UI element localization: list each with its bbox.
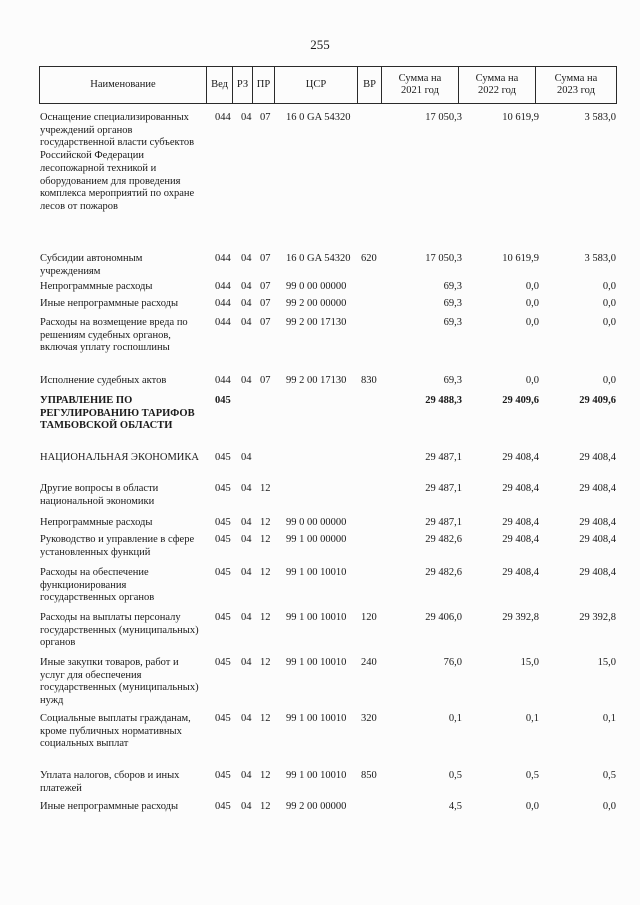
cell-s21: 17 050,3 (425, 112, 462, 123)
cell-s22: 0,0 (525, 801, 539, 812)
header-vr: ВР (358, 67, 382, 103)
cell-vr: 240 (361, 657, 377, 668)
cell-ved: 044 (215, 375, 231, 386)
cell-pr: 07 (260, 253, 271, 264)
cell-name: Другие вопросы в области национальной экономики (40, 483, 159, 507)
cell-name: Оснащение специализированных учреждений органов государственной власти субъектов Российской Федерации лесопожарной техникой и оборудованием для проведения комплекса мероприятий по охране лесов от пожаров (40, 112, 195, 212)
cell-s23: 15,0 (597, 657, 616, 668)
cell-s21: 69,3 (443, 375, 462, 386)
cell-s23: 0,5 (602, 770, 616, 781)
header-csr: ЦСР (275, 67, 358, 103)
header-rz: РЗ (233, 67, 253, 103)
cell-csr: 99 1 00 10010 (286, 770, 347, 781)
cell-s22: 0,5 (525, 770, 539, 781)
cell-s21: 29 482,6 (425, 534, 462, 545)
cell-s23: 29 408,4 (579, 567, 616, 578)
cell-ved: 045 (215, 801, 231, 812)
cell-rz: 04 (241, 452, 252, 463)
cell-name: Уплата налогов, сборов и иных платежей (40, 770, 180, 794)
cell-rz: 04 (241, 281, 252, 292)
table-header (39, 66, 617, 104)
cell-csr: 99 0 00 00000 (286, 517, 347, 528)
cell-s21: 29 488,3 (425, 395, 462, 406)
cell-s23: 0,0 (602, 801, 616, 812)
cell-ved: 045 (215, 534, 231, 545)
header-sum-2021: Сумма на 2021 год (382, 67, 459, 103)
cell-s22: 10 619,9 (502, 253, 539, 264)
cell-ved: 044 (215, 298, 231, 309)
cell-csr: 99 0 00 00000 (286, 281, 347, 292)
cell-rz: 04 (241, 253, 252, 264)
cell-name: Расходы на выплаты персоналу государственных (муниципальных) органов (40, 612, 199, 649)
cell-ved: 044 (215, 281, 231, 292)
cell-rz: 04 (241, 567, 252, 578)
cell-name: Расходы на обеспечение функционирования государственных органов (40, 567, 155, 604)
cell-vr: 850 (361, 770, 377, 781)
cell-pr: 12 (260, 534, 271, 545)
cell-pr: 07 (260, 281, 271, 292)
cell-rz: 04 (241, 713, 252, 724)
cell-name: Иные закупки товаров, работ и услуг для обеспечения государственных (муниципальных) нужд (40, 657, 199, 707)
cell-s22: 29 409,6 (502, 395, 539, 406)
cell-s21: 17 050,3 (425, 253, 462, 264)
cell-ved: 045 (215, 452, 231, 463)
cell-s21: 4,5 (448, 801, 462, 812)
cell-rz: 04 (241, 112, 252, 123)
cell-pr: 12 (260, 657, 271, 668)
cell-s22: 29 408,4 (502, 483, 539, 494)
cell-ved: 045 (215, 483, 231, 494)
cell-csr: 99 2 00 17130 (286, 375, 347, 386)
cell-name: Иные непрограммные расходы (40, 298, 179, 309)
cell-rz: 04 (241, 612, 252, 623)
cell-ved: 045 (215, 517, 231, 528)
cell-rz: 04 (241, 534, 252, 545)
cell-csr: 16 0 GA 54320 (286, 112, 351, 123)
cell-s22: 29 408,4 (502, 517, 539, 528)
cell-ved: 045 (215, 657, 231, 668)
cell-s23: 0,0 (602, 298, 616, 309)
cell-rz: 04 (241, 657, 252, 668)
cell-s22: 0,0 (525, 281, 539, 292)
cell-s22: 29 392,8 (502, 612, 539, 623)
cell-name: Исполнение судебных актов (40, 375, 167, 386)
cell-s22: 29 408,4 (502, 534, 539, 545)
cell-name: Руководство и управление в сфере установленных функций (40, 534, 195, 558)
header-sum-2022: Сумма на 2022 год (459, 67, 536, 103)
cell-s22: 15,0 (520, 657, 539, 668)
cell-s23: 29 392,8 (579, 612, 616, 623)
cell-s21: 29 482,6 (425, 567, 462, 578)
cell-ved: 045 (215, 395, 231, 406)
cell-s21: 29 487,1 (425, 452, 462, 463)
header-ved: Вед (207, 67, 233, 103)
cell-rz: 04 (241, 375, 252, 386)
cell-csr: 99 1 00 10010 (286, 657, 347, 668)
cell-pr: 12 (260, 770, 271, 781)
cell-pr: 12 (260, 801, 271, 812)
cell-pr: 12 (260, 612, 271, 623)
cell-s23: 0,0 (602, 281, 616, 292)
cell-s23: 0,1 (602, 713, 616, 724)
cell-s22: 0,0 (525, 317, 539, 328)
cell-pr: 07 (260, 375, 271, 386)
cell-s23: 29 408,4 (579, 483, 616, 494)
cell-name: Непрограммные расходы (40, 517, 153, 528)
cell-csr: 99 1 00 10010 (286, 567, 347, 578)
cell-s23: 29 408,4 (579, 534, 616, 545)
cell-csr: 99 1 00 10010 (286, 713, 347, 724)
cell-vr: 620 (361, 253, 377, 264)
header-pr: ПР (253, 67, 275, 103)
cell-name: Иные непрограммные расходы (40, 801, 179, 812)
cell-s23: 0,0 (602, 317, 616, 328)
page-number: 255 (310, 37, 330, 52)
cell-s23: 3 583,0 (584, 112, 616, 123)
cell-csr: 99 1 00 10010 (286, 612, 347, 623)
cell-s23: 29 408,4 (579, 452, 616, 463)
cell-csr: 99 2 00 17130 (286, 317, 347, 328)
cell-s21: 0,5 (448, 770, 462, 781)
cell-csr: 99 1 00 00000 (286, 534, 347, 545)
cell-name: Непрограммные расходы (40, 281, 153, 292)
cell-csr: 99 2 00 00000 (286, 801, 347, 812)
cell-csr: 16 0 GA 54320 (286, 253, 351, 264)
cell-pr: 12 (260, 517, 271, 528)
cell-s22: 0,0 (525, 375, 539, 386)
cell-rz: 04 (241, 517, 252, 528)
cell-s21: 29 487,1 (425, 517, 462, 528)
cell-s22: 0,0 (525, 298, 539, 309)
cell-name: Социальные выплаты гражданам, кроме публичных нормативных социальных выплат (40, 713, 191, 750)
cell-s22: 29 408,4 (502, 452, 539, 463)
cell-ved: 045 (215, 567, 231, 578)
cell-s22: 29 408,4 (502, 567, 539, 578)
header-sum-2023: Сумма на 2023 год (554, 73, 598, 96)
cell-s21: 0,1 (448, 713, 462, 724)
cell-s22: 10 619,9 (502, 112, 539, 123)
cell-ved: 045 (215, 612, 231, 623)
cell-s23: 3 583,0 (584, 253, 616, 264)
cell-name: УПРАВЛЕНИЕ ПО РЕГУЛИРОВАНИЮ ТАРИФОВ ТАМБОВСКОЙ ОБЛАСТИ (40, 395, 195, 432)
cell-ved: 044 (215, 253, 231, 264)
cell-s21: 76,0 (443, 657, 462, 668)
cell-pr: 07 (260, 317, 271, 328)
cell-vr: 320 (361, 713, 377, 724)
cell-s21: 69,3 (443, 317, 462, 328)
cell-s23: 29 409,6 (579, 395, 616, 406)
cell-pr: 12 (260, 567, 271, 578)
cell-rz: 04 (241, 483, 252, 494)
cell-rz: 04 (241, 801, 252, 812)
cell-pr: 12 (260, 713, 271, 724)
cell-pr: 12 (260, 483, 271, 494)
cell-pr: 07 (260, 112, 271, 123)
cell-rz: 04 (241, 770, 252, 781)
cell-s23: 0,0 (602, 375, 616, 386)
cell-vr: 830 (361, 375, 377, 386)
cell-s22: 0,1 (525, 713, 539, 724)
cell-rz: 04 (241, 298, 252, 309)
cell-csr: 99 2 00 00000 (286, 298, 347, 309)
cell-s21: 29 406,0 (425, 612, 462, 623)
cell-pr: 07 (260, 298, 271, 309)
cell-ved: 045 (215, 713, 231, 724)
cell-name: НАЦИОНАЛЬНАЯ ЭКОНОМИКА (40, 452, 199, 463)
cell-ved: 044 (215, 317, 231, 328)
cell-ved: 044 (215, 112, 231, 123)
cell-s21: 69,3 (443, 298, 462, 309)
cell-rz: 04 (241, 317, 252, 328)
header-name: Наименование (40, 67, 207, 103)
cell-ved: 045 (215, 770, 231, 781)
cell-s21: 29 487,1 (425, 483, 462, 494)
cell-s21: 69,3 (443, 281, 462, 292)
cell-name: Расходы на возмещение вреда по решениям судебных органов, включая уплату госпошлины (40, 317, 188, 354)
cell-s23: 29 408,4 (579, 517, 616, 528)
cell-name: Субсидии автономным учреждениям (40, 253, 143, 277)
cell-vr: 120 (361, 612, 377, 623)
